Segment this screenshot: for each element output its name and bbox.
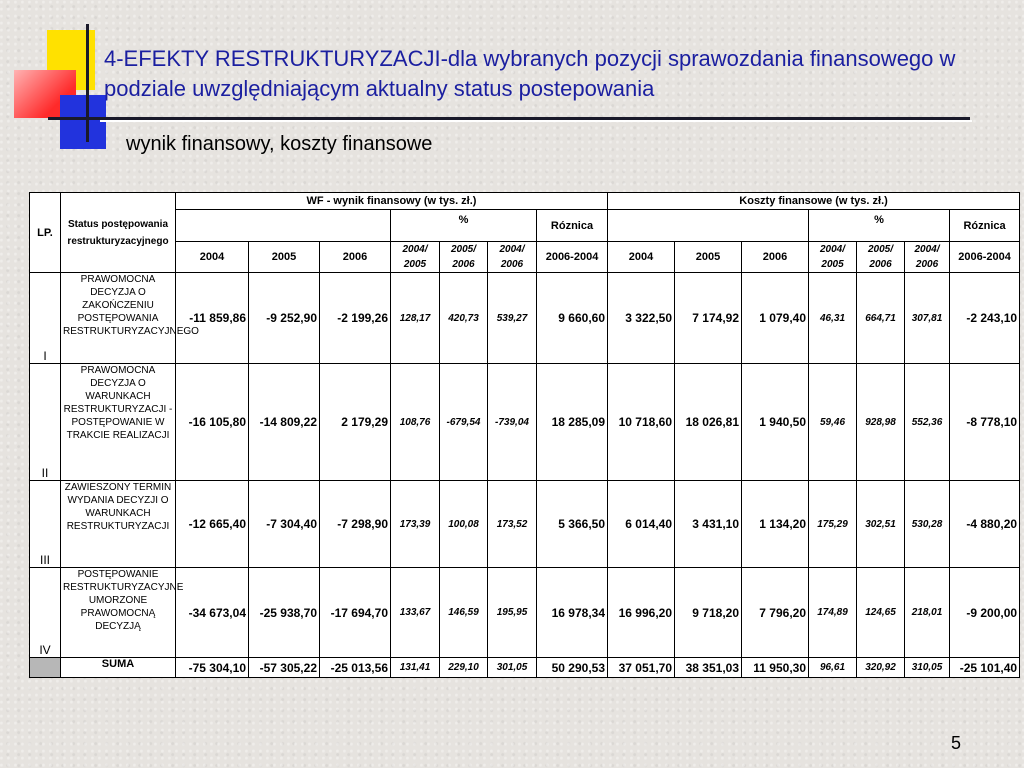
kf-pct-cell: 218,01 (905, 568, 950, 658)
kf-value-cell: 16 996,20 (608, 568, 675, 658)
decor-vertical-line (86, 24, 89, 142)
kf-value-cell: 3 322,50 (608, 273, 675, 364)
kf-diff-cell: -2 243,10 (950, 273, 1020, 364)
kf-pct-cell: 59,46 (809, 364, 857, 481)
sum-row (30, 658, 1020, 678)
kf-year-2005: 2005 (675, 242, 742, 273)
kf-pct-year-2: 2005/ 2006 (857, 242, 905, 273)
kf-value-cell: 9 718,20 (675, 568, 742, 658)
kf-pct-cell: 552,36 (905, 364, 950, 481)
wf-diff-cell: 16 978,34 (537, 568, 608, 658)
kf-value-cell: 1 079,40 (742, 273, 809, 364)
lp-header: LP. (30, 193, 61, 273)
kf-pct-cell: 175,29 (809, 481, 857, 568)
wf-pct-cell: -739,04 (488, 364, 537, 481)
kf-pct-cell: 664,71 (857, 273, 905, 364)
kf-blank-cell (608, 210, 809, 242)
kf-diff-cell: -8 778,10 (950, 364, 1020, 481)
wf-diff-cell: 5 366,50 (537, 481, 608, 568)
table-row (30, 481, 1020, 568)
page-number: 5 (951, 733, 962, 753)
wf-year-2006: 2006 (320, 242, 391, 273)
kf-pct-cell: 174,89 (809, 568, 857, 658)
wf-pct-cell: -679,54 (440, 364, 488, 481)
status-header: Status postępowania restrukturyzacyjnego (61, 193, 176, 273)
kf-value-cell: 7 174,92 (675, 273, 742, 364)
kf-percent-label: % (809, 210, 950, 242)
kf-diff-cell: -25 101,40 (950, 658, 1020, 678)
header-row-3 (30, 242, 1020, 273)
wf-pct-cell: 128,17 (391, 273, 440, 364)
kf-value-cell: 38 351,03 (675, 658, 742, 678)
wf-pct-cell: 195,95 (488, 568, 537, 658)
wf-value-cell: -7 304,40 (249, 481, 320, 568)
wf-value-cell: -12 665,40 (176, 481, 249, 568)
wf-pct-year-3: 2004/ 2006 (488, 242, 537, 273)
kf-pct-cell: 96,61 (809, 658, 857, 678)
kf-pct-cell: 310,05 (905, 658, 950, 678)
header-row-1 (30, 193, 1020, 210)
kf-pct-cell: 320,92 (857, 658, 905, 678)
kf-value-cell: 11 950,30 (742, 658, 809, 678)
kf-pct-cell: 928,98 (857, 364, 905, 481)
wf-year-2004: 2004 (176, 242, 249, 273)
kf-pct-cell: 530,28 (905, 481, 950, 568)
kf-value-cell: 37 051,70 (608, 658, 675, 678)
wf-pct-cell: 100,08 (440, 481, 488, 568)
slide-subtitle: wynik finansowy, koszty finansowe (126, 133, 433, 155)
row-lp: III (30, 481, 61, 568)
kf-value-cell: 1 134,20 (742, 481, 809, 568)
wf-pct-cell: 146,59 (440, 568, 488, 658)
row-lp: II (30, 364, 61, 481)
wf-pct-cell: 108,76 (391, 364, 440, 481)
kf-diff-label: Róznica (950, 210, 1020, 242)
wf-value-cell: -7 298,90 (320, 481, 391, 568)
wf-year-2005: 2005 (249, 242, 320, 273)
wf-pct-cell: 301,05 (488, 658, 537, 678)
table-row (30, 568, 1020, 658)
kf-value-cell: 3 431,10 (675, 481, 742, 568)
row-status: POSTĘPOWANIE RESTRUKTURYZACYJNE UMORZONE PRAWOMOCNĄ DECYZJĄ (61, 568, 176, 658)
financial-table (29, 192, 1020, 678)
wf-value-cell: -9 252,90 (249, 273, 320, 364)
sum-lp-cell (30, 658, 61, 678)
wf-pct-cell: 229,10 (440, 658, 488, 678)
wf-diff-cell: 9 660,60 (537, 273, 608, 364)
wf-value-cell: -25 938,70 (249, 568, 320, 658)
wf-blank-cell (176, 210, 391, 242)
wf-pct-cell: 173,39 (391, 481, 440, 568)
table-body (30, 193, 1020, 678)
wf-percent-label: % (391, 210, 537, 242)
kf-diff-cell: -4 880,20 (950, 481, 1020, 568)
table-row (30, 364, 1020, 481)
wf-value-cell: 2 179,29 (320, 364, 391, 481)
wf-pct-cell: 173,52 (488, 481, 537, 568)
row-lp: I (30, 273, 61, 364)
slide-title: 4-EFEKTY RESTRUKTURYZACJI-dla wybranych pozycji sprawozdania finansowego w podziale uwzględniającym aktualny status postepowania (104, 46, 956, 101)
kf-value-cell: 1 940,50 (742, 364, 809, 481)
wf-diff-cell: 50 290,53 (537, 658, 608, 678)
wf-diff-label: Róznica (537, 210, 608, 242)
row-status: PRAWOMOCNA DECYZJA O WARUNKACH RESTRUKTURYZACJI - POSTĘPOWANIE W TRAKCIE REALIZACJI (61, 364, 176, 481)
wf-value-cell: -57 305,22 (249, 658, 320, 678)
kf-value-cell: 6 014,40 (608, 481, 675, 568)
wf-header: WF - wynik finansowy (w tys. zł.) (176, 193, 608, 210)
table-row (30, 273, 1020, 364)
wf-value-cell: -11 859,86 (176, 273, 249, 364)
wf-value-cell: -16 105,80 (176, 364, 249, 481)
wf-pct-year-1: 2004/ 2005 (391, 242, 440, 273)
wf-pct-cell: 133,67 (391, 568, 440, 658)
wf-diff-year: 2006-2004 (537, 242, 608, 273)
header-row-2 (30, 210, 1020, 242)
wf-pct-cell: 539,27 (488, 273, 537, 364)
kf-pct-cell: 124,65 (857, 568, 905, 658)
kf-value-cell: 18 026,81 (675, 364, 742, 481)
row-status: PRAWOMOCNA DECYZJA O ZAKOŃCZENIU POSTĘPOWANIA RESTRUKTURYZACYJNEGO (61, 273, 176, 364)
kf-value-cell: 7 796,20 (742, 568, 809, 658)
wf-pct-year-2: 2005/ 2006 (440, 242, 488, 273)
wf-pct-cell: 131,41 (391, 658, 440, 678)
kf-value-cell: 10 718,60 (608, 364, 675, 481)
kf-pct-cell: 46,31 (809, 273, 857, 364)
wf-value-cell: -14 809,22 (249, 364, 320, 481)
kf-year-2006: 2006 (742, 242, 809, 273)
wf-value-cell: -34 673,04 (176, 568, 249, 658)
wf-value-cell: -75 304,10 (176, 658, 249, 678)
kf-diff-year: 2006-2004 (950, 242, 1020, 273)
wf-value-cell: -25 013,56 (320, 658, 391, 678)
row-status: ZAWIESZONY TERMIN WYDANIA DECYZJI O WARUNKACH RESTRUKTURYZACJI (61, 481, 176, 568)
row-lp: IV (30, 568, 61, 658)
sum-label: SUMA (61, 658, 176, 678)
kf-pct-year-3: 2004/ 2006 (905, 242, 950, 273)
kf-diff-cell: -9 200,00 (950, 568, 1020, 658)
decor-blue-square (60, 95, 106, 149)
kf-year-2004: 2004 (608, 242, 675, 273)
wf-value-cell: -17 694,70 (320, 568, 391, 658)
decor-horizontal-highlight (100, 120, 972, 122)
kf-pct-cell: 307,81 (905, 273, 950, 364)
wf-diff-cell: 18 285,09 (537, 364, 608, 481)
wf-value-cell: -2 199,26 (320, 273, 391, 364)
kf-pct-cell: 302,51 (857, 481, 905, 568)
kf-pct-year-1: 2004/ 2005 (809, 242, 857, 273)
wf-pct-cell: 420,73 (440, 273, 488, 364)
kf-header: Koszty finansowe (w tys. zł.) (608, 193, 1020, 210)
